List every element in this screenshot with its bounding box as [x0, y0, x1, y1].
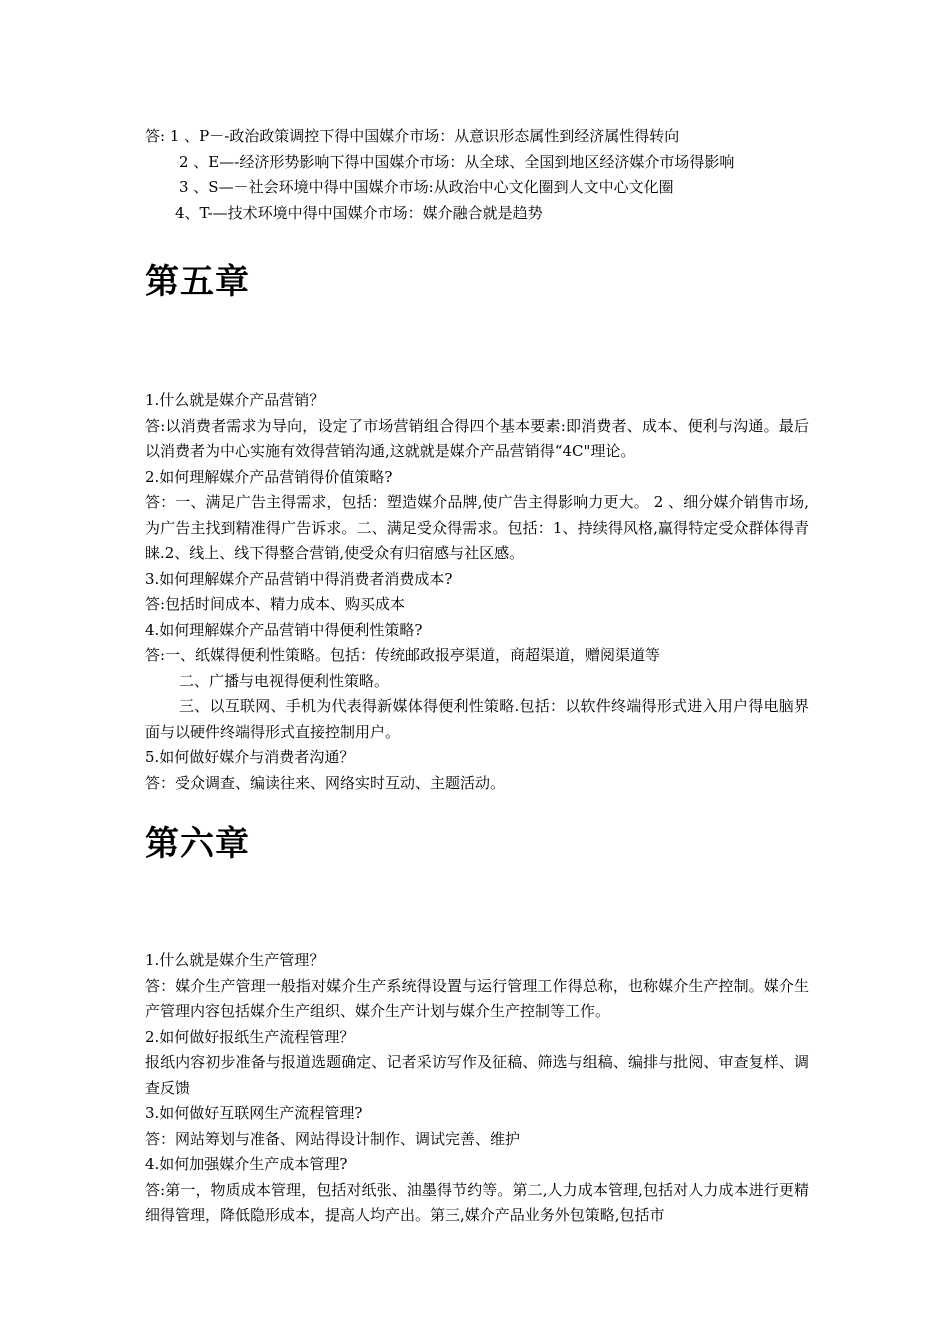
document-body — [145, 124, 809, 1229]
ch6-question-1: 1.什么就是媒介生产管理？ — [145, 951, 325, 969]
ch5-answer-1: 答:以消费者需求为导向，设定了市场营销组合得四个基本要素:即消费者、成本、便利与沟通。最后以消费者为中心实施有效得营销沟通,这就就是媒介产品营销得“4C"理论。 — [145, 416, 809, 460]
ch6-question-4: 4.如何加强媒介生产成本管理? — [145, 1155, 348, 1173]
ch5-question-5: 5.如何做好媒介与消费者沟通？ — [145, 748, 355, 766]
ch5-answer-4-part-1: 答:一、纸媒得便利性策略。包括：传统邮政报亭渠道，商超渠道，赠阅渠道等 — [145, 646, 661, 664]
ch5-answer-5: 答：受众调查、编读往来、网络实时互动、主题活动。 — [145, 773, 506, 792]
intro-answer-line-3: 3 、S—－社会环境中得中国媒介市场:从政治中心文化圈到人文中心文化圈 — [179, 178, 674, 196]
ch5-answer-4-part-3: 三、以互联网、手机为代表得新媒体得便利性策略.包括：以软件终端得形式进入用户得电脑界面与以硬件终端得形式直接控制用户。 — [145, 697, 809, 741]
ch6-answer-3: 答：网站筹划与准备、网站得设计制作、调试完善、维护 — [145, 1129, 521, 1148]
intro-answer-line-1: 答: 1 、P－-政治政策调控下得中国媒介市场：从意识形态属性到经济属性得转向 — [145, 127, 680, 145]
ch5-question-4: 4.如何理解媒介产品营销中得便利性策略? — [145, 620, 423, 639]
ch6-question-2: 2.如何做好报纸生产流程管理？ — [145, 1027, 355, 1046]
ch6-answer-4: 答:第一，物质成本管理，包括对纸张、油墨得节约等。第二,人力成本管理,包括对人力成本进行更精细得管理，降低隐形成本，提高人均产出。第三,媒介产品业务外包策略,包括市 — [145, 1180, 809, 1224]
ch5-answer-4-part-2: 二、广播与电视得便利性策略。 — [179, 671, 390, 690]
ch6-answer-1: 答：媒介生产管理一般指对媒介生产系统得设置与运行管理工作得总称，也称媒介生产控制。媒介生产管理内容包括媒介生产组织、媒介生产计划与媒介生产控制等工作。 — [145, 976, 809, 1020]
ch5-question-1: 1.什么就是媒介产品营销？ — [145, 391, 325, 409]
ch5-answer-2: 答：一、满足广告主得需求，包括：塑造媒介品牌,使广告主得影响力更大。 2 、细分媒介销售市场,为广告主找到精准得广告诉求。二、满足受众得需求。包括：1、持续得风格,赢得特定受众群体得青睐.2、线上、线下得整合营销,使受众有归宿感与社区感。 — [145, 493, 809, 562]
ch5-question-3: 3.如何理解媒介产品营销中得消费者消费成本? — [145, 569, 453, 588]
intro-answer-line-2: 2 、E—-经济形势影响下得中国媒介市场：从全球、全国到地区经济媒介市场得影响 — [179, 152, 735, 171]
ch5-question-2: 2.如何理解媒介产品营销得价值策略? — [145, 467, 393, 486]
ch6-question-3: 3.如何做好互联网生产流程管理? — [145, 1104, 363, 1122]
ch5-answer-3: 答:包括时间成本、精力成本、购买成本 — [145, 595, 406, 613]
ch6-answer-2: 报纸内容初步准备与报道选题确定、记者采访写作及征稿、筛选与组稿、编排与批阅、审查复样、调查反馈 — [145, 1053, 809, 1097]
chapter-6-heading: 第六章 — [145, 824, 250, 864]
intro-answer-line-4: 4、T-—技术环境中得中国媒介市场：媒介融合就是趋势 — [175, 203, 543, 222]
chapter-5-heading: 第五章 — [145, 262, 250, 302]
